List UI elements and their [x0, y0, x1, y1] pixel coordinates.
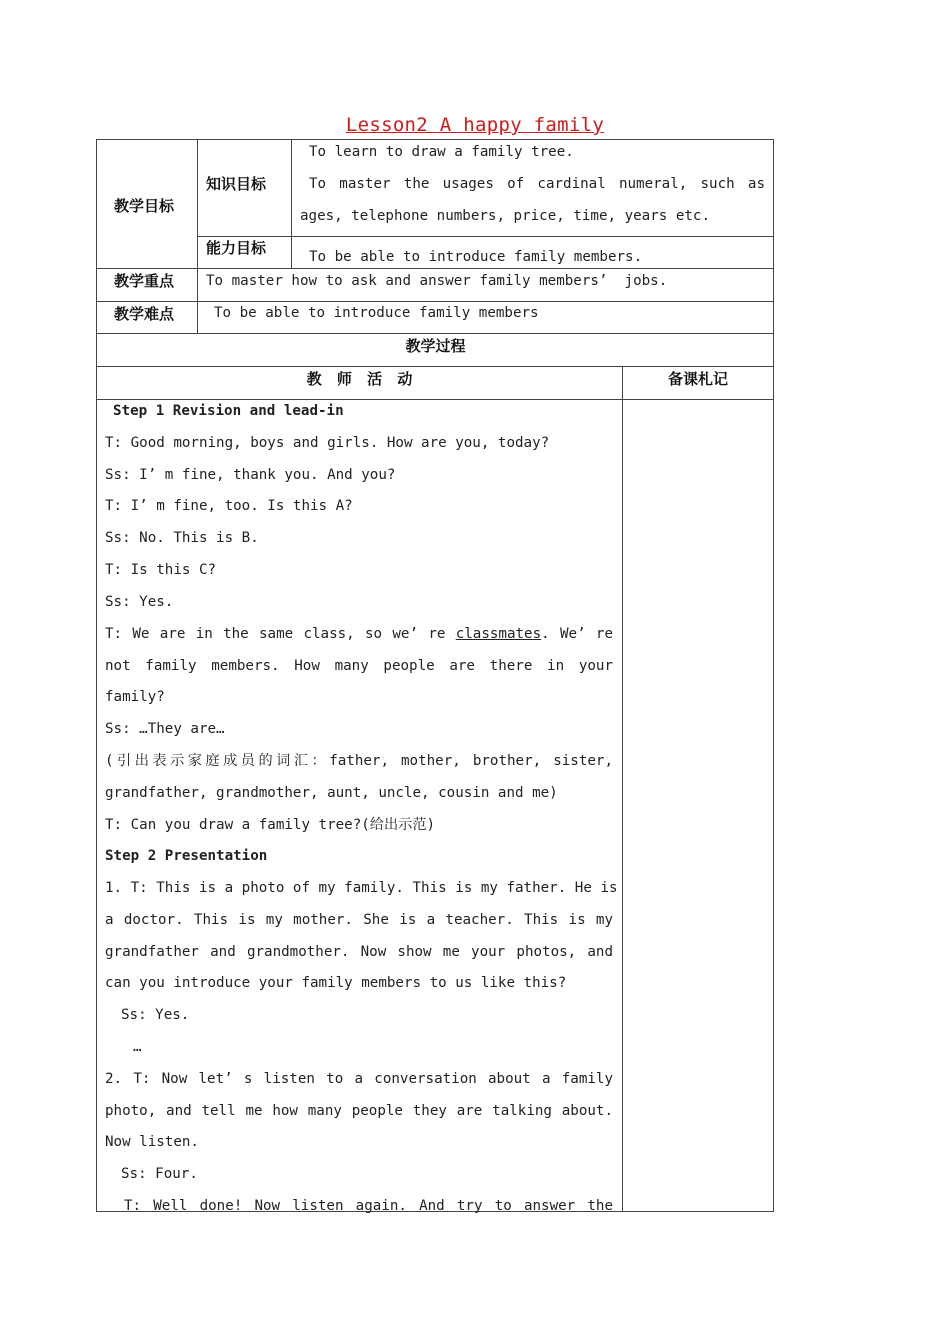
dialog-line: a doctor. This is my mother. She is a teacher. This is my	[105, 912, 613, 928]
dialog-line: grandfather and grandmother. Now show me your photos, and	[105, 944, 613, 960]
dialog-line: 2. T: Now let’ s listen to a conversation about a family	[105, 1071, 613, 1087]
dialog-line: photo, and tell me how many people they are talking about.	[105, 1103, 613, 1119]
teacher-activity-header: 教 师 活 动	[306, 370, 413, 388]
step2-heading: Step 2 Presentation	[105, 848, 268, 864]
dialog-line: Ss: Four.	[121, 1166, 198, 1182]
dialog-line: family?	[105, 689, 165, 705]
dialog-line-part: T: We are in the same class, so we’ re	[105, 626, 446, 642]
dialog-line: Ss: No. This is B.	[105, 530, 259, 546]
ability-objective-text: To be able to introduce family members.	[309, 249, 643, 265]
dialog-line: 1. T: This is a photo of my family. This is my father. He is	[105, 880, 618, 896]
dialog-line: grandfather, grandmother, aunt, uncle, cousin and me)	[105, 785, 558, 801]
dialog-line: Ss: …They are…	[105, 721, 225, 737]
knowledge-objective-line2: To master the usages of cardinal numeral, such as	[309, 176, 765, 192]
knowledge-objective-line1: To learn to draw a family tree.	[309, 144, 574, 160]
dialog-line: T: Well done! Now listen again. And try to answer the	[124, 1198, 613, 1214]
dialog-line: T: I’ m fine, too. Is this A?	[105, 498, 353, 514]
dialog-line: Ss: Yes.	[121, 1007, 190, 1023]
knowledge-objective-line3: ages, telephone numbers, price, time, years etc.	[300, 208, 710, 224]
dialog-line: Now listen.	[105, 1134, 199, 1150]
process-label: 教学过程	[405, 337, 466, 355]
key-point-text: To master how to ask and answer family members’ jobs.	[206, 273, 668, 289]
key-point-label: 教学重点	[114, 272, 175, 290]
dialog-line	[105, 618, 613, 650]
dialog-line: T: Good morning, boys and girls. How are you, today?	[105, 435, 550, 451]
difficult-point-text: To be able to introduce family members	[214, 305, 539, 321]
knowledge-objective-label: 知识目标	[206, 175, 267, 193]
ellipsis-line: …	[133, 1039, 142, 1055]
difficult-point-label: 教学难点	[114, 305, 175, 323]
dialog-line: T: Can you draw a family tree?(给出示范)	[105, 817, 436, 833]
dialog-line: not family members. How many people are there in your	[105, 658, 613, 674]
notes-header: 备课札记	[667, 370, 728, 388]
lesson-plan-table	[96, 139, 774, 1212]
dialog-line: Ss: I’ m fine, thank you. And you?	[105, 467, 396, 483]
dialog-line: T: Is this C?	[105, 562, 217, 578]
dialog-line: can you introduce your family members to us like this?	[105, 975, 567, 991]
dialog-line: Ss: Yes.	[105, 594, 174, 610]
step1-heading: Step 1 Revision and lead-in	[113, 403, 344, 419]
dialog-line: (引出表示家庭成员的词汇：father, mother, brother, sister,	[105, 753, 613, 769]
document-title: Lesson2 A happy family	[345, 114, 605, 136]
objectives-label: 教学目标	[114, 197, 175, 215]
dialog-line-part: . We’ re	[541, 626, 613, 642]
classmates-word: classmates	[455, 626, 542, 642]
ability-objective-label: 能力目标	[206, 239, 267, 257]
